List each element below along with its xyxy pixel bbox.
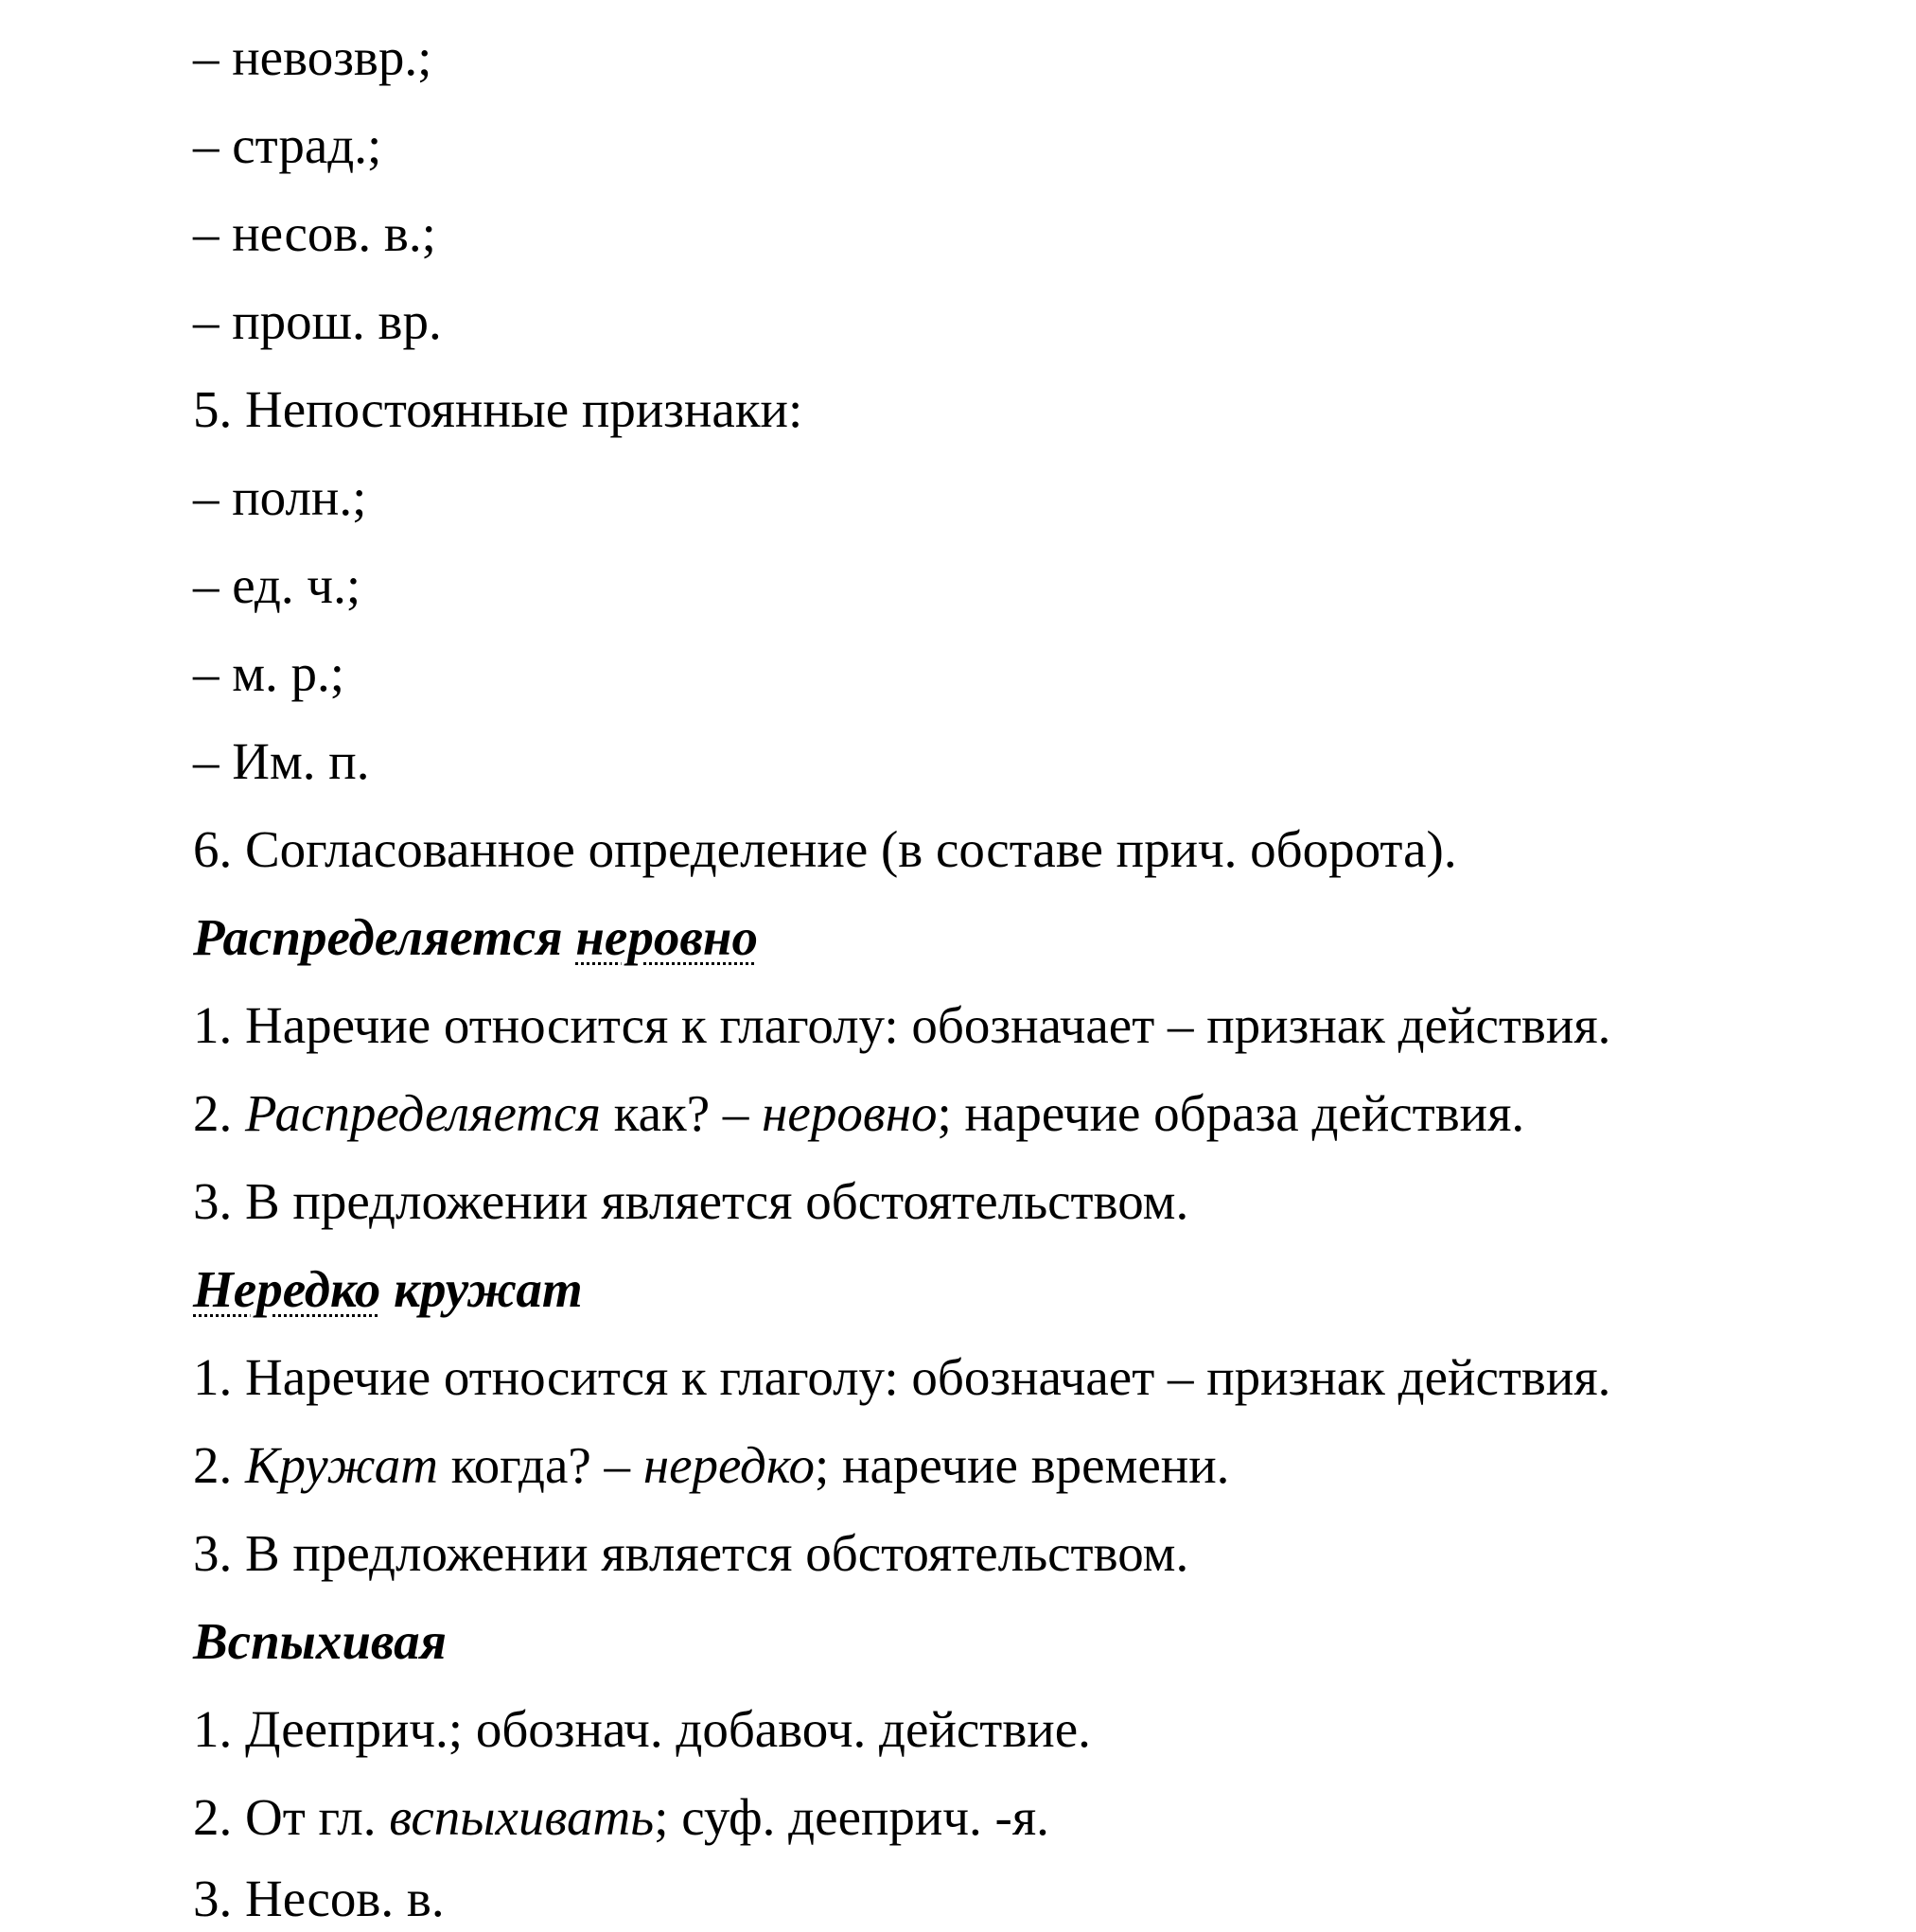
italic-adverb: нередко: [642, 1436, 816, 1494]
text-line: – страд.;: [193, 116, 382, 174]
rest-text: ; наречие времени.: [815, 1436, 1230, 1494]
text-line: 3. В предложении является обстоятельством.: [193, 1524, 1189, 1582]
text-line: 3. В предложении является обстоятельством.: [193, 1172, 1189, 1230]
section-heading: [193, 905, 758, 971]
heading-word-underlined: Нередко: [193, 1260, 381, 1318]
question-text: когда? –: [438, 1436, 643, 1494]
italic-verb: Распределяется: [245, 1084, 601, 1142]
italic-verb: Кружат: [245, 1436, 438, 1494]
text-line: [193, 1432, 1229, 1499]
text-line: 1. Дееприч.; обознач. добавоч. действие.: [193, 1700, 1091, 1758]
item-number: 2.: [193, 1436, 245, 1494]
text-line: 6. Согласованное определение (в составе прич. оборота).: [193, 820, 1457, 878]
text-line: 5. Непостоянные признаки:: [193, 380, 803, 438]
text-line: – Им. п.: [193, 732, 370, 790]
rest-text: ; суф. дееприч. -я.: [654, 1788, 1049, 1846]
item-number: 2.: [193, 1084, 245, 1142]
question-text: как? –: [600, 1084, 763, 1142]
text-line: – несов. в.;: [193, 204, 436, 262]
text-line: [193, 1080, 1524, 1147]
text-line: – прош. вр.: [193, 292, 442, 350]
heading-word: кружат: [394, 1260, 583, 1318]
text-line: – невозвр.;: [193, 28, 432, 86]
section-heading: Вспыхивая: [193, 1612, 447, 1670]
rest-text: ; наречие образа действия.: [937, 1084, 1525, 1142]
text-line: 3. Несов. в.: [193, 1870, 445, 1927]
italic-verb: вспыхивать: [389, 1788, 655, 1846]
italic-adverb: неровно: [762, 1084, 938, 1142]
text-line: [193, 1784, 1049, 1851]
heading-word-underlined: неровно: [575, 908, 758, 966]
item-number: 2. От гл.: [193, 1788, 390, 1846]
section-heading: [193, 1256, 583, 1323]
text-line: – полн.;: [193, 468, 367, 526]
text-line: – м. р.;: [193, 644, 345, 702]
text-line: – ед. ч.;: [193, 556, 361, 614]
text-line: 1. Наречие относится к глаголу: обозначает – признак действия.: [193, 996, 1611, 1054]
text-line: 1. Наречие относится к глаголу: обозначает – признак действия.: [193, 1348, 1611, 1406]
heading-word: Распределяется: [193, 908, 563, 966]
